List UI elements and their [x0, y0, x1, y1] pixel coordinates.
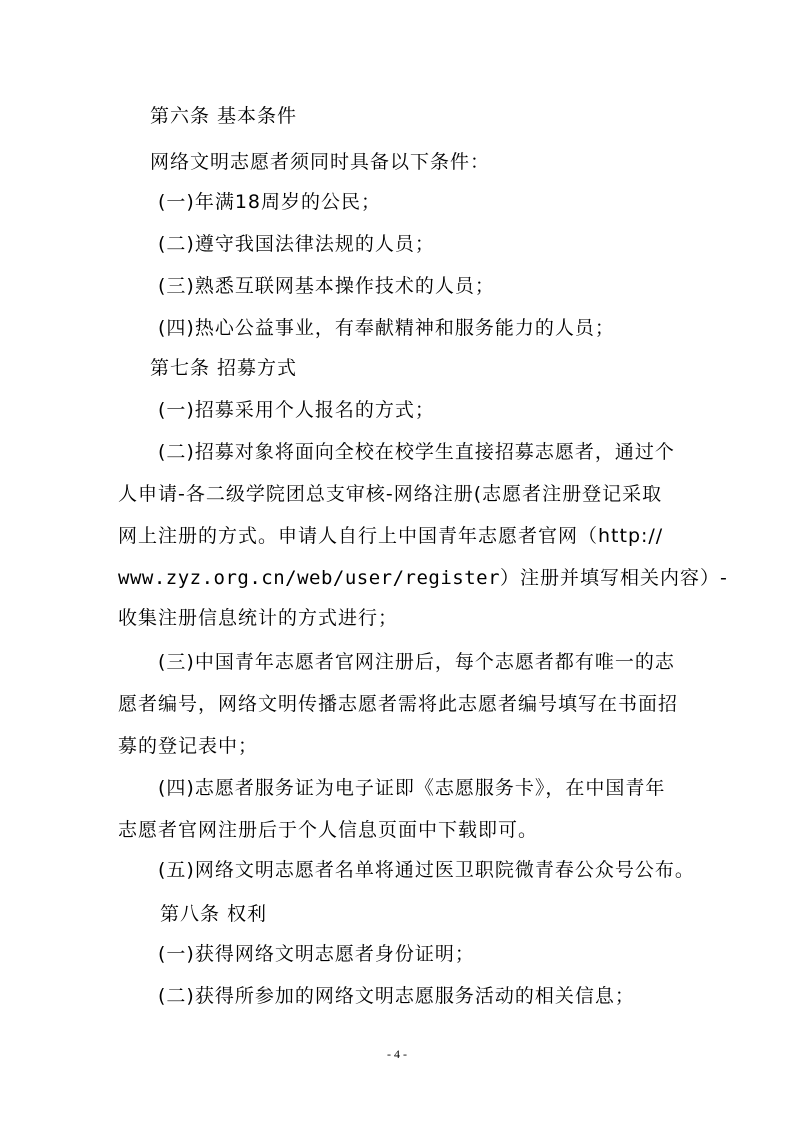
article-7-item-3-line-1: (三)中国青年志愿者官网注册后，每个志愿者都有唯一的志 — [158, 651, 675, 673]
article-8-heading: 第八条 权利 — [160, 903, 268, 925]
registration-url-suffix: ）注册并填写相关内容）- — [500, 567, 728, 589]
article-7-item-2-line-4: 收集注册信息统计的方式进行； — [118, 607, 399, 629]
article-7-item-4-line-1: (四)志愿者服务证为电子证即《志愿服务卡》，在中国青年 — [158, 777, 666, 799]
article-7-item-3-line-3: 募的登记表中； — [118, 735, 259, 757]
article-6-heading: 第六条 基本条件 — [150, 105, 298, 127]
article-6-item-4: (四)热心公益事业，有奉献精神和服务能力的人员； — [158, 317, 615, 339]
article-7-url-line — [118, 566, 728, 590]
article-6-item-2: (二)遵守我国法律法规的人员； — [158, 233, 435, 255]
article-7-item-2-line-2: 人申请-各二级学院团总支审核-网络注册(志愿者注册登记采取 — [118, 483, 663, 505]
article-7-item-2-line-3: 网上注册的方式。申请人自行上中国青年志愿者官网（http:// — [118, 525, 664, 547]
article-7-item-2-line-1: (二)招募对象将面向全校在校学生直接招募志愿者，通过个 — [158, 441, 675, 463]
page-number: - 4 - — [387, 1047, 407, 1061]
article-7-item-5: (五)网络文明志愿者名单将通过医卫职院微青春公众号公布。 — [158, 859, 695, 881]
registration-url: www.zyz.org.cn/web/user/register — [118, 567, 501, 589]
article-6-intro: 网络文明志愿者须同时具备以下条件： — [150, 151, 491, 173]
article-6-item-3: (三)熟悉互联网基本操作技术的人员； — [158, 275, 495, 297]
article-6-item-1: (一)年满18周岁的公民； — [158, 191, 382, 213]
article-7-item-3-line-2: 愿者编号，网络文明传播志愿者需将此志愿者编号填写在书面招 — [118, 693, 679, 715]
article-7-item-1: (一)招募采用个人报名的方式； — [158, 399, 435, 421]
article-8-item-2: (二)获得所参加的网络文明志愿服务活动的相关信息； — [158, 985, 635, 1007]
article-8-item-1: (一)获得网络文明志愿者身份证明； — [158, 943, 475, 965]
article-7-item-4-line-2: 志愿者官网注册后于个人信息页面中下载即可。 — [118, 819, 539, 841]
article-7-heading: 第七条 招募方式 — [150, 357, 298, 379]
